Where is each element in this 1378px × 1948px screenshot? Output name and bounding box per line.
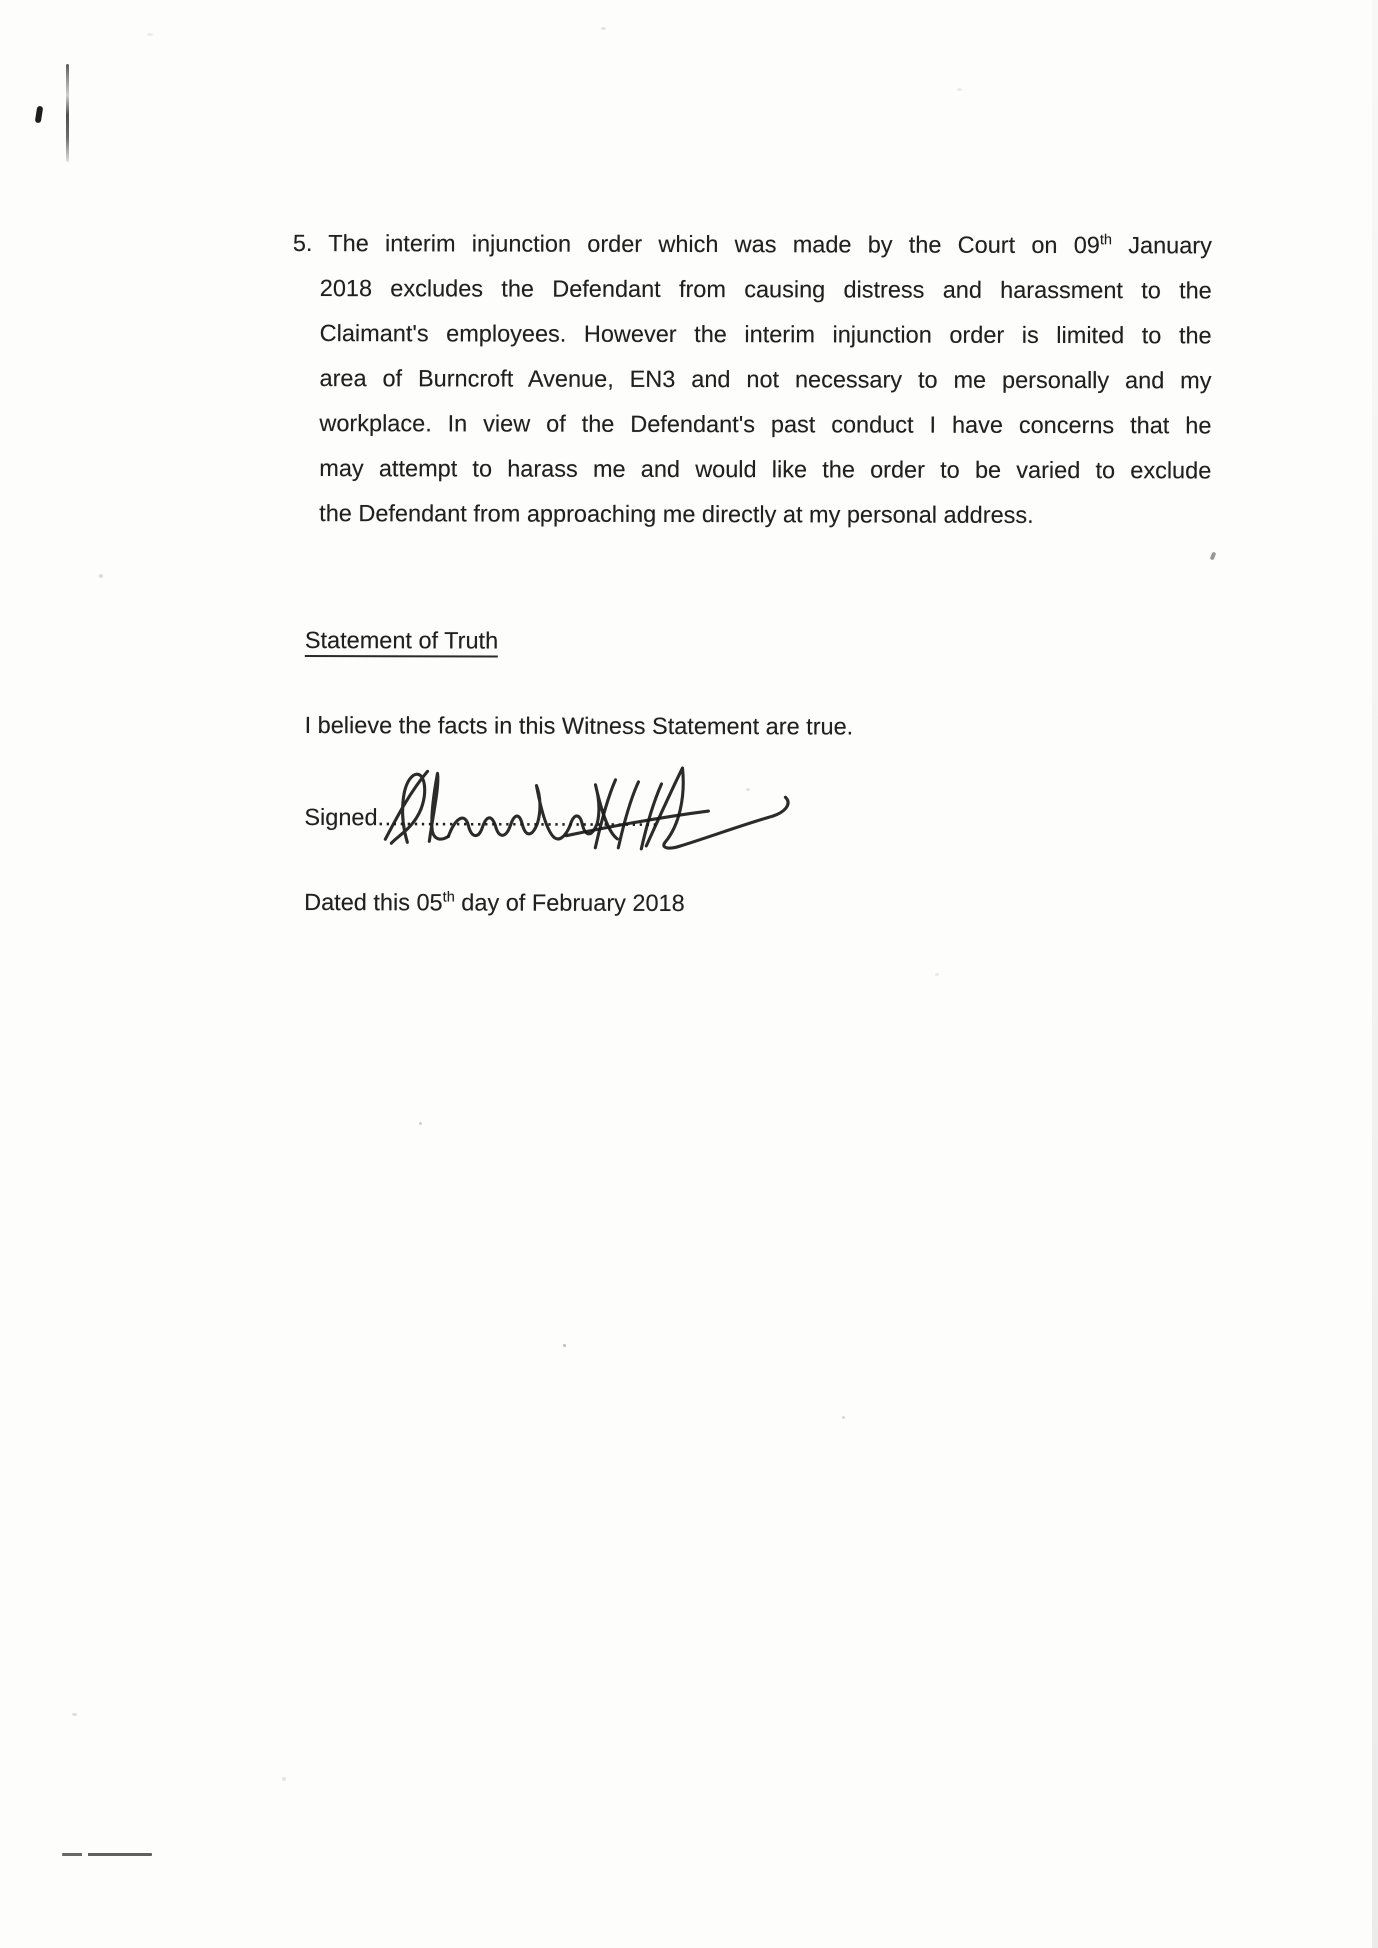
paragraph-5-line-1 <box>292 221 1212 268</box>
ordinal-superscript: th <box>1099 232 1113 249</box>
signed-label: Signed <box>304 804 378 831</box>
paragraph-5-line-7: the Defendant from approaching me directly at my personal address. <box>319 500 1034 528</box>
signature-dotted-line: ........................................ <box>377 804 659 831</box>
paragraph-5-line-3: Claimant's employees. However the interim injunction order is limited to the <box>319 320 1212 349</box>
ordinal-superscript: th <box>442 889 455 906</box>
paragraph-5-line-4: area of Burncroft Avenue, EN3 and not necessary to me personally and my <box>319 365 1212 394</box>
paragraph-5-line-5: workplace. In view of the Defendant's past conduct I have concerns that he <box>319 410 1212 439</box>
dated-text: Dated this 05 <box>304 889 443 916</box>
paragraph-5-line-2: 2018 excludes the Defendant from causing distress and harassment to the <box>319 275 1212 304</box>
belief-line: I believe the facts in this Witness Statement are true. <box>304 712 854 740</box>
handwritten-signature <box>370 754 810 857</box>
paragraph-5 <box>292 221 1212 538</box>
paragraph-5-line-6: may attempt to harass me and would like the order to be varied to exclude <box>319 455 1212 484</box>
paragraph-number: 5. <box>292 229 313 257</box>
dated-text-end: day of February 2018 <box>454 889 685 917</box>
paragraph-5-line-1-end: January <box>1128 232 1212 259</box>
statement-of-truth-heading: Statement of Truth <box>305 627 498 655</box>
paragraph-5-line-1-text: The interim injunction order which was made by the Court on 09 <box>328 230 1100 259</box>
dated-line <box>304 889 685 917</box>
